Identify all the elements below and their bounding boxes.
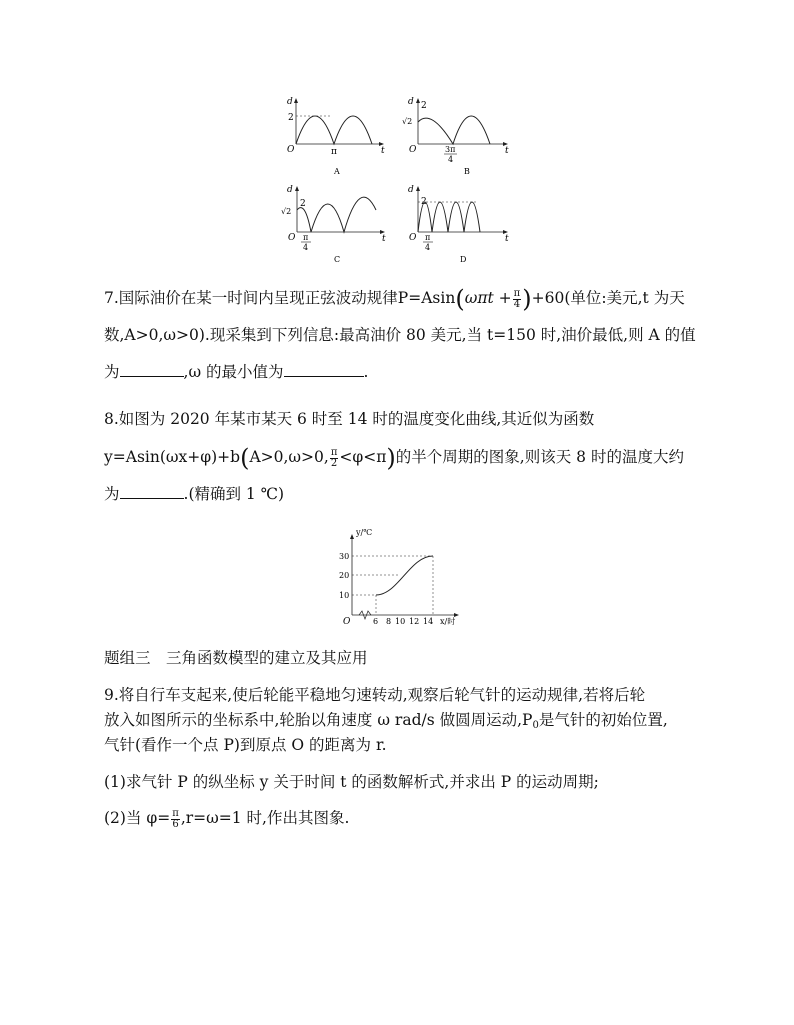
temp-chart-xtick-14: 14 [423,617,434,626]
temp-chart-ytick-10: 10 [339,591,350,600]
q9-line3: 气针(看作一个点 P)到原点 O 的距离为 r. [104,736,387,754]
graph-b [398,92,513,180]
graph-c-y2-label: 2 [300,199,306,209]
q9-part2-b: ,r=ω=1 时,作出其图象. [180,809,350,827]
graph-d-y2-label: 2 [421,197,427,207]
graph-b-d-label: d [408,97,414,107]
graph-c-t-label: t [382,234,386,244]
temp-chart-xtick-6: 6 [373,617,379,626]
graph-b-t-label: t [505,146,509,156]
q7-answer-blank-a[interactable] [120,362,184,377]
graph-c-d-label: d [287,185,293,195]
graph-b-sqrt2-label: √2 [402,117,413,126]
q7-frac-num: π [513,287,521,299]
q8-answer-blank[interactable] [120,484,184,499]
q9-part2-a: (2)当 φ= [104,809,171,827]
q8-cond-b: <φ<π [339,448,387,466]
q9-part2 [104,808,349,830]
q8-line3-b: .(精确到 1 ℃) [183,485,285,503]
q7-line3 [104,362,368,382]
graph-b-origin: O [409,145,417,155]
temperature-chart [328,525,468,630]
q8-fraction [330,448,339,469]
temp-chart-ytick-30: 30 [339,552,350,561]
q7-formula-p: P=Asin [397,289,456,307]
graph-b-tick-num: 3π [445,145,456,154]
q8-frac-num: π [330,446,338,458]
graph-a-y2-label: 2 [288,113,294,123]
graph-c-letter: C [334,255,341,264]
graph-d-tick-num: π [425,233,431,242]
temp-chart-xlabel: x/时 [440,617,456,626]
q9-fraction [171,809,180,830]
q7-text-d: +60(单位:美元,t 为天 [531,289,685,307]
graph-c-tick-den: 4 [303,243,309,252]
section-title: 题组三 三角函数模型的建立及其应用 [104,649,368,667]
q9-frac-den: 6 [172,818,179,830]
temperature-curve [376,556,433,595]
graph-a-t-label: t [381,146,385,156]
q8-line3 [104,484,284,504]
open-paren: ( [455,285,465,313]
temp-chart-xtick-12: 12 [409,617,420,626]
close-paren: ) [522,285,532,313]
graph-a-letter: A [334,167,340,176]
temp-chart-origin: O [343,617,351,627]
q9-frac-num: π [172,807,179,819]
graph-c-origin: O [288,233,296,243]
q9-line1: 9.将自行车支起来,使后轮能平稳地匀速转动,观察后轮气针的运动规律,若将后轮 [104,686,646,704]
q8-cond-a: A>0,ω>0, [249,448,329,466]
graph-b-y2-label: 2 [421,101,427,111]
q7-answer-blank-omega[interactable] [284,362,364,377]
q7-text-a: 7.国际油价在某一时间内呈现正弦波动规律 [104,289,398,307]
graph-c [278,180,393,268]
open-paren: ( [240,444,250,472]
graph-d-tick-den: 4 [425,243,431,252]
q7-line1 [104,285,685,313]
temp-chart-xtick-10: 10 [395,617,406,626]
temp-chart-ylabel: y/℃ [356,528,373,537]
q8-formula: y=Asin(ωx+φ)+b [104,448,241,466]
graph-d-t-label: t [505,234,509,244]
graph-c-sqrt2-label: √2 [281,207,292,216]
q8-frac-den: 2 [330,457,338,469]
q7-frac-den: 4 [513,298,521,310]
graph-a [282,92,392,180]
temp-chart-xtick-8: 8 [386,617,392,626]
q7-fraction [513,289,522,310]
q7-line3-a: 为 [104,363,120,381]
q7-line2: 数,A>0,ω>0).现采集到下列信息:最高油价 80 美元,当 t=150 时,油价最低,则 A 的值 [104,326,696,344]
close-paren: ) [386,444,396,472]
graph-a-pi-label: π [331,147,337,157]
graph-a-origin: O [287,145,295,155]
graph-b-letter: B [464,167,470,176]
q7-line3-c: . [363,363,369,381]
q8-line1: 8.如图为 2020 年某市某天 6 时至 14 时的温度变化曲线,其近似为函数 [104,410,595,428]
q9-sub-0: 0 [532,720,539,731]
graph-a-d-label: d [287,97,293,107]
graph-d-d-label: d [408,185,414,195]
q8-line3-a: 为 [104,485,120,503]
q8-line2 [104,444,684,472]
q9-line2-b: 是气针的初始位置, [538,711,668,729]
graph-b-tick-den: 4 [448,155,454,164]
q7-line3-b: ,ω 的最小值为 [183,363,284,381]
q9-line2 [104,710,668,736]
graph-c-tick-num: π [303,233,309,242]
graph-d [400,180,515,268]
q7-formula-inner: ωπt + [464,289,512,307]
temp-chart-ytick-20: 20 [339,571,350,580]
graph-d-letter: D [460,255,467,264]
q9-line2-a: 放入如图所示的坐标系中,轮胎以角速度 ω rad/s 做圆周运动,P [104,711,533,729]
q9-part1: (1)求气针 P 的纵坐标 y 关于时间 t 的函数解析式,并求出 P 的运动周期; [104,773,599,791]
graph-d-origin: O [409,233,417,243]
q8-text-d: 的半个周期的图象,则该天 8 时的温度大约 [395,448,684,466]
